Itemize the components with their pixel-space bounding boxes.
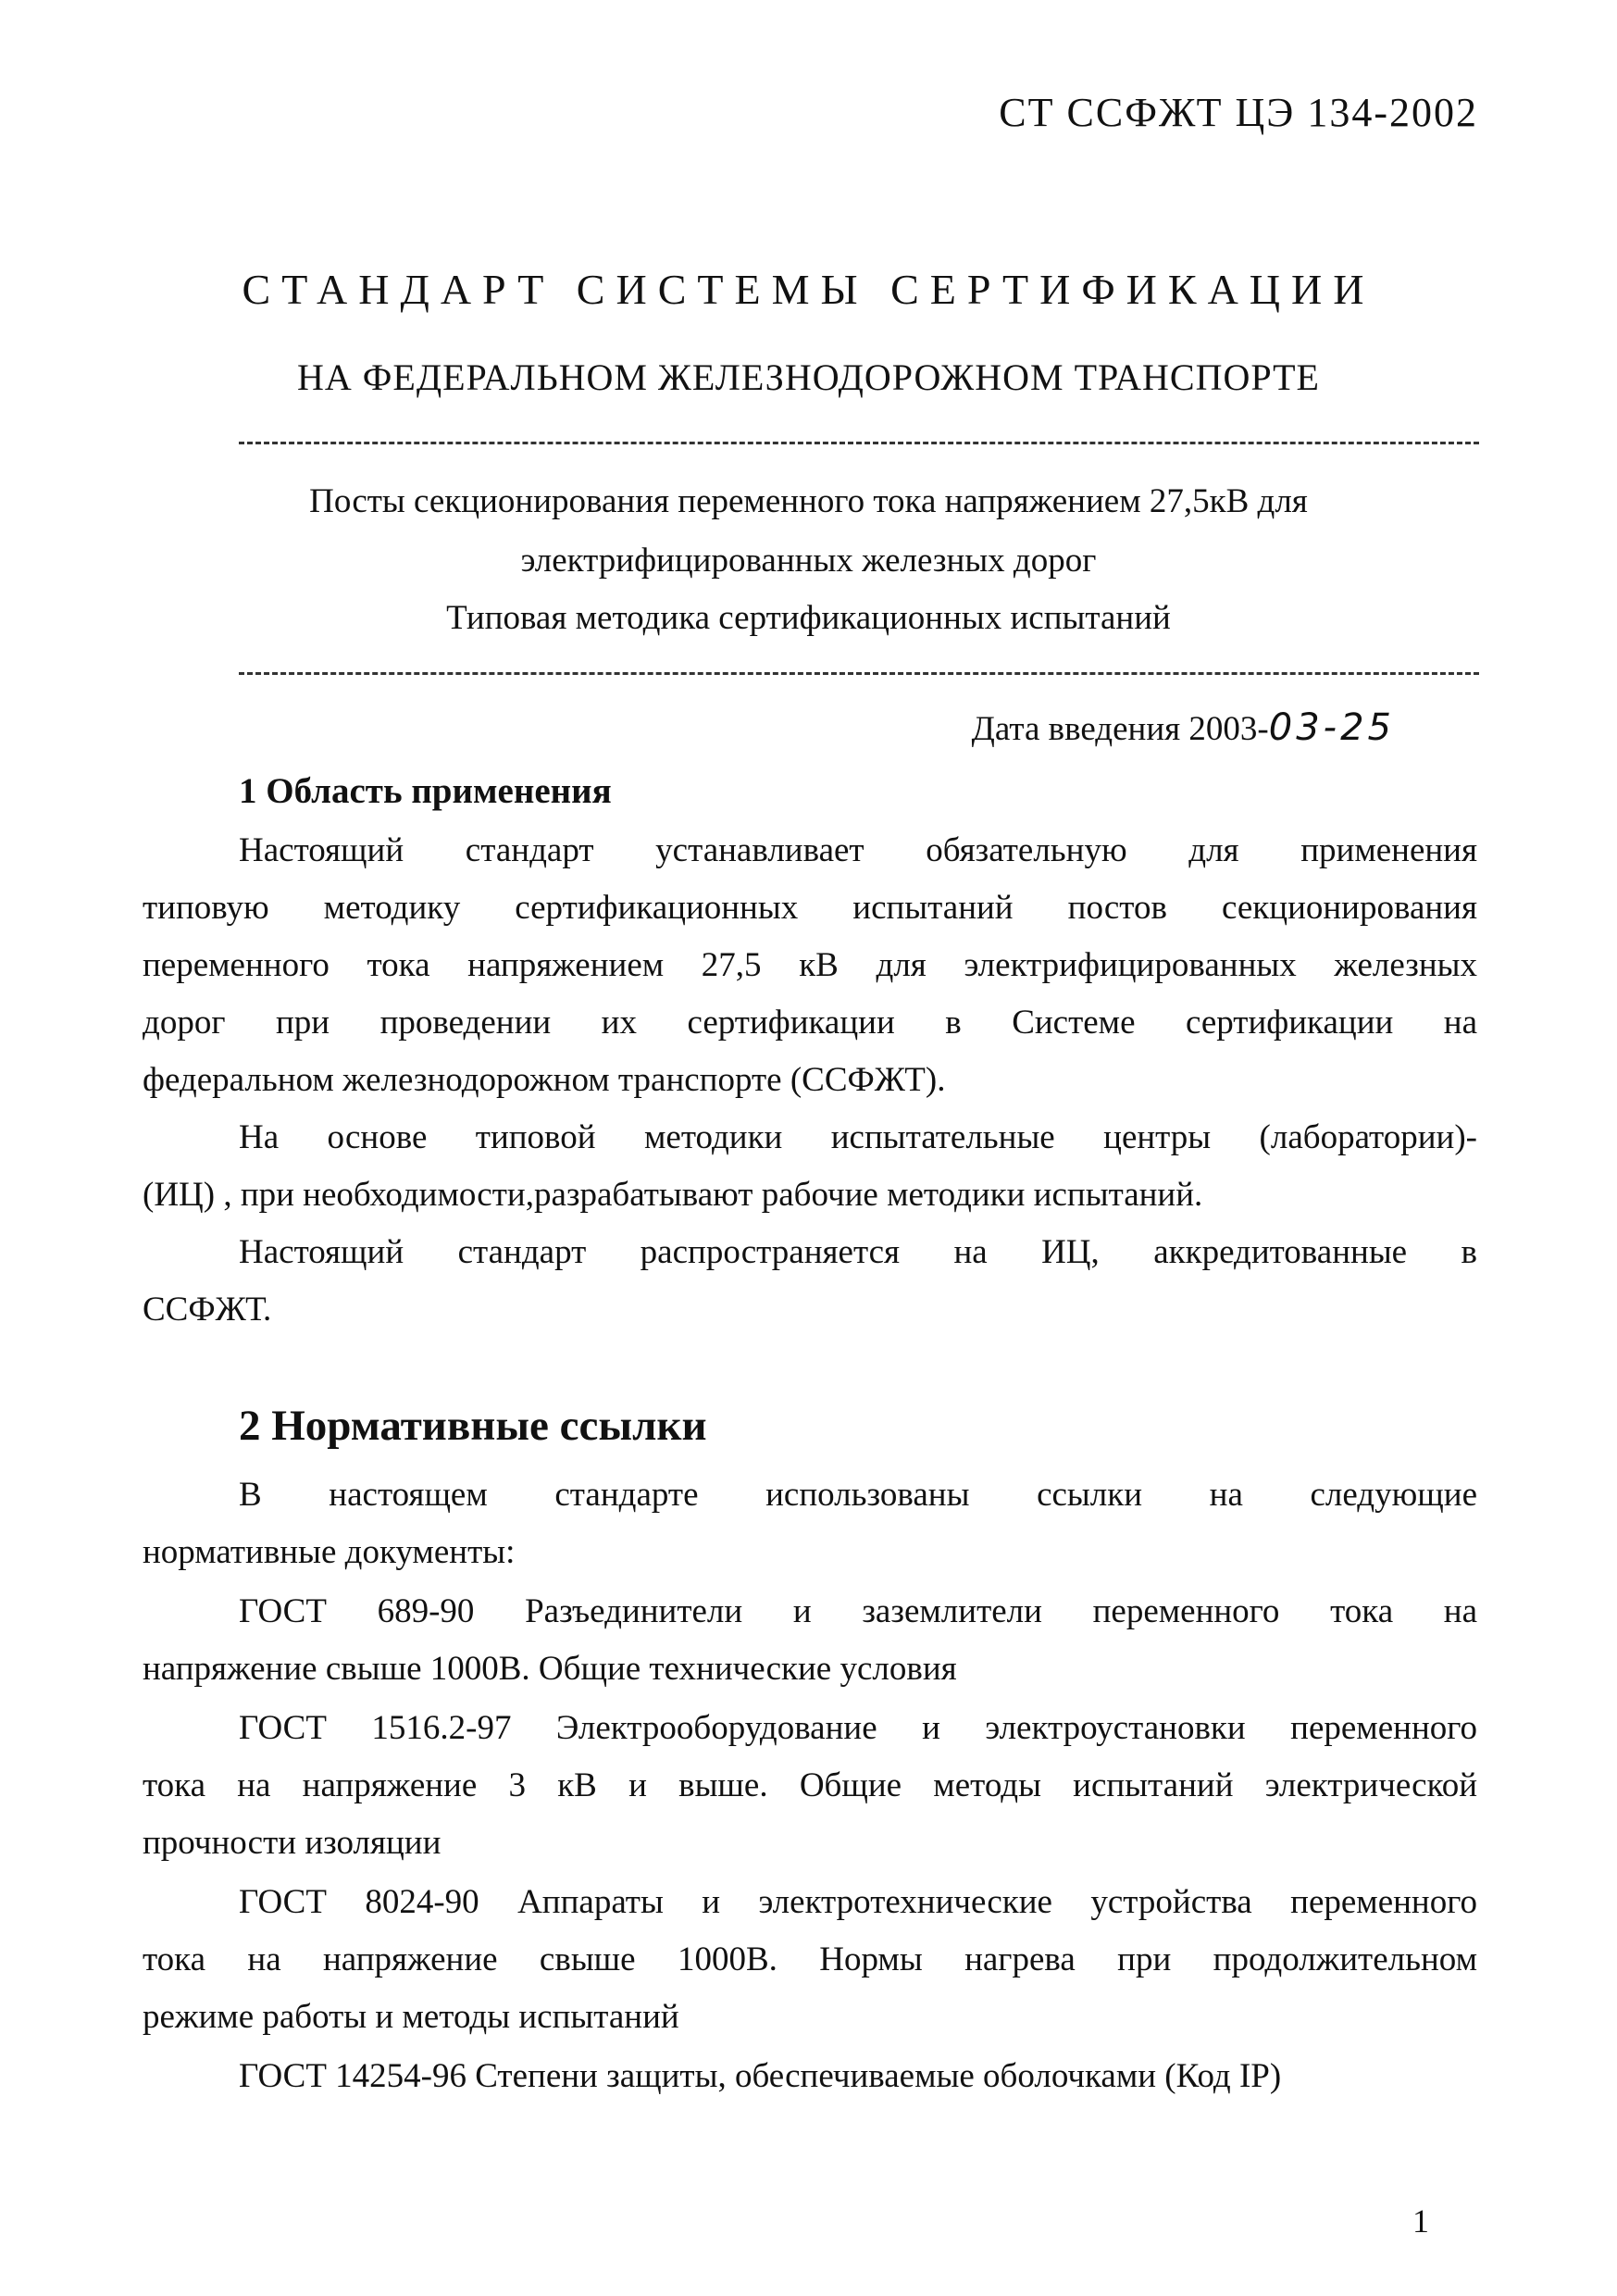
text-line: напряжение свыше 1000В. Общие технические условия xyxy=(143,1650,957,1688)
text-line: типовую методику сертификационных испытаний постов секционирования xyxy=(143,889,1477,927)
standard-subtitle: НА ФЕДЕРАЛЬНОМ ЖЕЛЕЗНОДОРОЖНОМ ТРАНСПОРТЕ xyxy=(297,356,1320,398)
section-2-paragraph-1 xyxy=(143,1466,1477,1581)
text-line: тока на напряжение 3 кВ и выше. Общие методы испытаний электрической xyxy=(143,1766,1477,1804)
reference-gost-8024-90 xyxy=(143,1874,1477,2046)
text-line: Настоящий стандарт устанавливает обязательную для применения xyxy=(239,831,1477,869)
text-line: ССФЖТ. xyxy=(143,1291,272,1329)
text-line: прочности изоляции xyxy=(143,1824,442,1862)
text-line: ГОСТ 14254-96 Степени защиты, обеспечиваемые оболочками (Код IP) xyxy=(239,2057,1282,2095)
section-1-paragraph-3 xyxy=(143,1224,1477,1339)
standard-title: СТАНДАРТ СИСТЕМЫ СЕРТИФИКАЦИИ xyxy=(242,266,1375,313)
text-line: ГОСТ 689-90 Разъединители и заземлители переменного тока на xyxy=(239,1592,1477,1630)
text-line: На основе типовой методики испытательные центры (лаборатории)- xyxy=(239,1118,1477,1156)
text-line: тока на напряжение свыше 1000В. Нормы нагрева при продолжительном xyxy=(143,1940,1477,1978)
reference-gost-14254-96 xyxy=(143,2048,1477,2105)
text-line: переменного тока напряжением 27,5 кВ для электрифицированных железных xyxy=(143,946,1477,984)
text-line: ГОСТ 1516.2-97 Электрооборудование и электроустановки переменного xyxy=(239,1709,1477,1747)
document-code: СТ ССФЖТ ЦЭ 134-2002 xyxy=(999,90,1478,135)
document-name-line-1: Посты секционирования переменного тока напряжением 27,5кВ для xyxy=(309,482,1308,520)
text-line: режиме работы и методы испытаний xyxy=(143,1998,679,2036)
introduction-date-label: Дата введения 2003- xyxy=(971,710,1269,748)
section-1-heading: 1 Область применения xyxy=(239,771,612,811)
dashed-divider-bottom xyxy=(239,672,1479,675)
introduction-date xyxy=(972,705,1395,750)
text-line: дорог при проведении их сертификации в Системе сертификации на xyxy=(143,1004,1477,1042)
page-number: 1 xyxy=(1412,2202,1429,2240)
text-line: ГОСТ 8024-90 Аппараты и электротехнические устройства переменного xyxy=(239,1883,1477,1921)
text-line: В настоящем стандарте использованы ссылки на следующие xyxy=(239,1476,1477,1514)
reference-gost-1516-2-97 xyxy=(143,1700,1477,1872)
section-2-heading: 2 Нормативные ссылки xyxy=(239,1402,707,1450)
document-name-line-3: Типовая методика сертификационных испытаний xyxy=(446,599,1171,637)
dashed-divider-top xyxy=(239,442,1479,444)
text-line: Настоящий стандарт распространяется на ИЦ, аккредитованные в xyxy=(239,1233,1477,1271)
text-line: федеральном железнодорожном транспорте (ССФЖТ). xyxy=(143,1061,946,1099)
section-1-paragraph-1 xyxy=(143,822,1477,1109)
text-line: нормативные документы: xyxy=(143,1533,516,1571)
reference-gost-689-90 xyxy=(143,1583,1477,1698)
document-name-line-2: электрифицированных железных дорог xyxy=(520,542,1097,580)
handwritten-date: 03-25 xyxy=(1268,706,1395,749)
section-1-paragraph-2 xyxy=(143,1109,1477,1224)
text-line: (ИЦ) , при необходимости,разрабатывают рабочие методики испытаний. xyxy=(143,1176,1203,1214)
